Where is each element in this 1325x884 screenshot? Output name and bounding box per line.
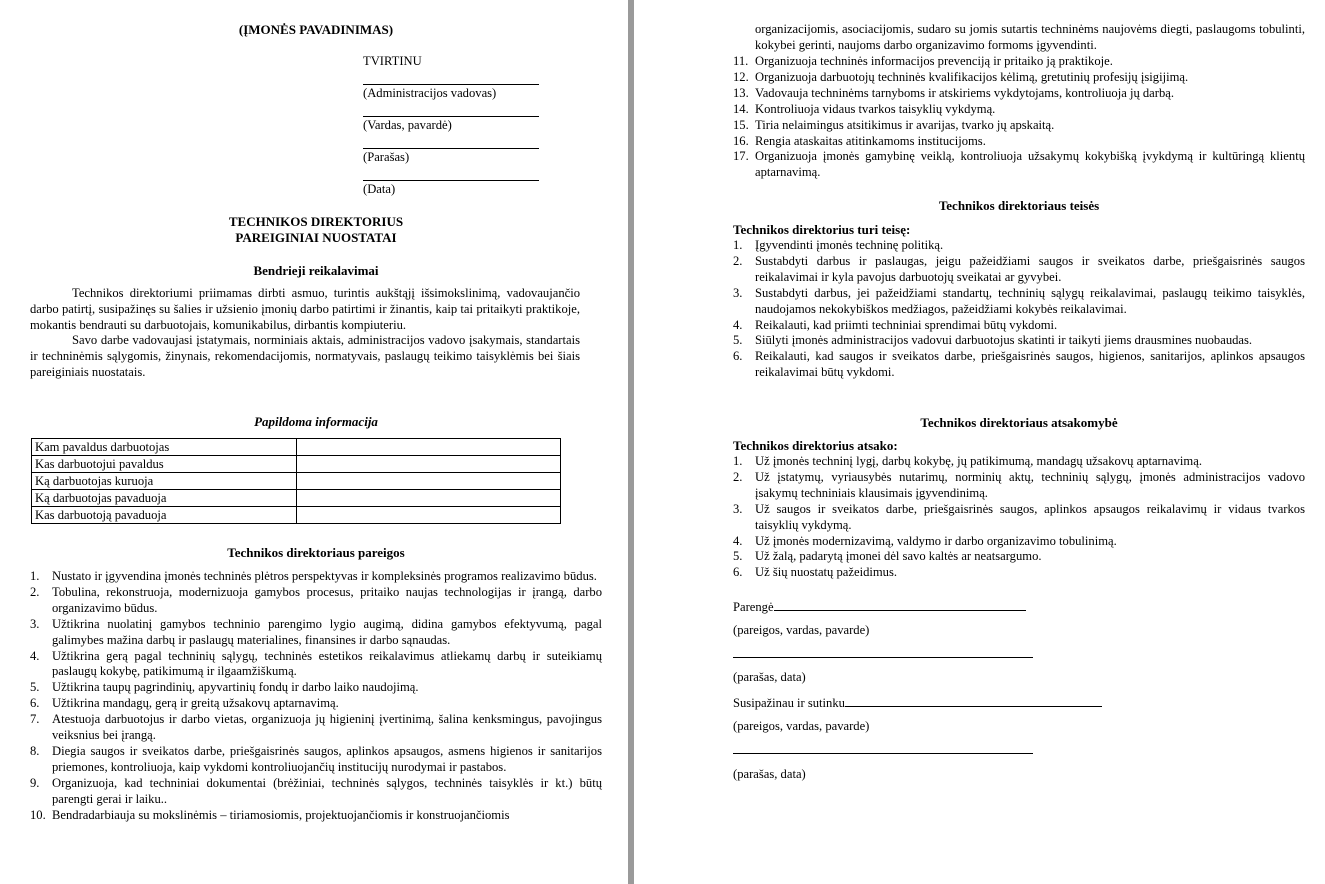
approval-field-label: (Administracijos vadovas)	[363, 86, 497, 100]
list-item-text: Už saugos ir sveikatos darbe, priešgaisrinės saugos, aplinkos apsaugos reikalavimų ir vidaus tvarkos taisyklių vykdymą.	[755, 501, 1305, 532]
signature-line	[733, 645, 1033, 658]
signature-line	[363, 69, 539, 85]
document-page-right	[634, 0, 1325, 884]
list-item-number: 2.	[30, 584, 40, 599]
document-title	[30, 214, 602, 246]
list-item-number: 9.	[30, 775, 40, 790]
list-item-text: Už žalą, padarytą įmonei dėl savo kaltės ar neatsargumo.	[755, 549, 1042, 564]
table-row	[32, 507, 561, 524]
rights-list	[733, 238, 1305, 381]
list-item-text: Įgyvendinti įmonės techninę politiką.	[755, 238, 944, 252]
list-item-number: 1.	[733, 454, 743, 468]
list-item	[30, 808, 602, 824]
list-item	[733, 549, 1305, 565]
list-item	[733, 333, 1305, 349]
list-item	[733, 134, 1305, 150]
list-item	[30, 617, 602, 649]
list-item-number: 1.	[30, 569, 40, 583]
duties-continuation	[755, 22, 1305, 54]
list-item	[733, 534, 1305, 550]
document-page-left	[0, 0, 628, 884]
list-item-number: 2.	[733, 253, 743, 268]
responsibility-list	[733, 454, 1305, 581]
list-item-text: Užtikrina gerą pagal techninių sąlygų, techninės estetikos reikalavimus atliekamų darbų ir suteikiamų paslaugų kokybę, patikimumą ir ilgaamžiškumą.	[52, 648, 602, 679]
approval-block	[363, 53, 539, 197]
title-line: TECHNIKOS DIREKTORIUS	[228, 214, 404, 229]
acknowledged-label: Susipažinau ir sutinku	[733, 696, 845, 710]
list-item-number: 5.	[30, 680, 40, 695]
approval-field-label: (Parašas)	[363, 150, 410, 164]
list-item-text: Reikalauti, kad priimti techniniai sprendimai būtų vykdomi.	[755, 317, 1058, 332]
table-cell-label: Kas darbuotoją pavaduoja	[32, 507, 297, 524]
approve-label: TVIRTINU	[363, 54, 422, 68]
list-item	[733, 286, 1305, 318]
list-item	[733, 70, 1305, 86]
list-item-text: Tiria nelaimingus atsitikimus ir avarijas, tvarko jų apskaitą.	[755, 117, 1055, 132]
list-item	[30, 744, 602, 776]
list-item-number: 7.	[30, 712, 40, 727]
table-cell-label: Kam pavaldus darbuotojas	[32, 439, 297, 456]
list-item-number: 15.	[733, 117, 749, 132]
list-item-number: 12.	[733, 69, 749, 84]
signature-line	[363, 165, 539, 181]
list-item	[733, 502, 1305, 534]
title-line: PAREIGINIAI NUOSTATAI	[235, 230, 397, 245]
section-heading-duties: Technikos direktoriaus pareigos	[227, 545, 405, 560]
company-name: (ĮMONĖS PAVADINIMAS)	[238, 22, 394, 37]
list-item-number: 4.	[733, 317, 743, 332]
list-item-text: Už įmonės techninį lygį, darbų kokybę, jų patikimumą, mandagų užsakovų aptarnavimą.	[755, 454, 1202, 468]
list-item	[30, 712, 602, 744]
list-item-text: Užtikrina taupų pagrindinių, apyvartinių fondų ir darbo laiko naudojimą.	[52, 680, 419, 695]
position-name-label: (pareigos, vardas, pavarde)	[733, 623, 870, 637]
list-item-number: 13.	[733, 85, 749, 100]
list-item-number: 2.	[733, 469, 743, 484]
list-item	[30, 649, 602, 681]
list-item-number: 3.	[30, 616, 40, 631]
signature-line	[845, 694, 1102, 707]
list-item-number: 5.	[733, 549, 743, 564]
list-item	[733, 454, 1305, 470]
list-item-number: 14.	[733, 101, 749, 116]
list-item	[30, 585, 602, 617]
signature-line	[774, 598, 1026, 611]
list-item	[733, 102, 1305, 118]
list-item-text: Nustato ir įgyvendina įmonės techninės plėtros perspektyvas ir kompleksinės programos realizavimo būdus.	[52, 569, 597, 583]
list-item-text: Siūlyti įmonės administracijos vadovui darbuotojus skatinti ir taikyti jiems drausmines nuobaudas.	[755, 333, 1253, 348]
signature-line	[363, 101, 539, 117]
table-row	[32, 439, 561, 456]
table-cell-value	[297, 473, 561, 490]
list-item-text: Už įmonės modernizavimą, valdymo ir darbo organizavimo tobulinimą.	[755, 533, 1117, 548]
list-item-number: 4.	[30, 648, 40, 663]
list-item-number: 17.	[733, 149, 749, 164]
table-cell-value	[297, 456, 561, 473]
list-item	[733, 254, 1305, 286]
list-item-text: Bendradarbiauja su mokslinėmis – tiriamosiomis, projektuojančiomis ir konstruojančiomis	[52, 807, 510, 822]
list-item-number: 8.	[30, 743, 40, 758]
general-requirements-text	[30, 286, 580, 381]
list-item-number: 4.	[733, 533, 743, 548]
section-heading-responsibility: Technikos direktoriaus atsakomybė	[920, 415, 1118, 430]
signature-row	[733, 741, 1033, 758]
list-item-number: 6.	[733, 349, 743, 364]
list-item-number: 6.	[733, 565, 743, 580]
section-heading-additional: Papildoma informacija	[254, 414, 378, 429]
sign-date-label: (parašas, data)	[733, 767, 806, 781]
prepared-row	[733, 598, 1026, 615]
rights-lead: Technikos direktorius turi teisę:	[733, 222, 911, 237]
approval-field-label: (Vardas, pavardė)	[363, 118, 452, 132]
list-item-text: Sustabdyti darbus, jei pažeidžiami standartų, techninių sąlygų reikalavimai, paslaugų teikimo taisyklės, naudojamos nekokybiškos medžiagos, pažeidžiami kokybės reikalavimai.	[755, 285, 1305, 316]
list-item	[30, 569, 602, 585]
signature-line	[733, 741, 1033, 754]
table-row	[32, 456, 561, 473]
list-item-text: Kontroliuoja vidaus tvarkos taisyklių vykdymą.	[755, 101, 996, 116]
position-name-label: (pareigos, vardas, pavarde)	[733, 719, 870, 733]
list-item	[733, 318, 1305, 334]
responsibility-lead: Technikos direktorius atsako:	[733, 438, 898, 453]
list-item-text: Už šių nuostatų pažeidimus.	[755, 565, 898, 580]
list-item-number: 5.	[733, 333, 743, 348]
signature-line	[363, 133, 539, 149]
paragraph: Technikos direktoriumi priimamas dirbti asmuo, turintis aukštąjį išsimokslinimą, vadovaujančio darbo patirtį, susipažinęs su šalies ir užsienio įmonių darbo patirtimi ir žinantis, kaip tai pritaikyti praktikoje, mokantis bendrauti su darbuotojais, komunikabilus, dirbantis kompiuteriu.	[30, 286, 580, 332]
list-item-text: Organizuoja įmonės gamybinę veiklą, kontroliuoja užsakymų kokybišką įvykdymą ir kultūringą klientų aptarnavimą.	[755, 149, 1305, 180]
table-cell-label: Ką darbuotojas kuruoja	[32, 473, 297, 490]
list-item-text: Užtikrina mandagų, gerą ir greitą užsakovų aptarnavimą.	[52, 696, 339, 711]
list-item	[733, 86, 1305, 102]
list-item-text: Diegia saugos ir sveikatos darbe, priešgaisrinės saugos, aplinkos apsaugos, asmens higienos ir sanitarijos priemones, kontroliuoja, kaip vykdomi kontroliuojančių institucijų nurodymai ir pastabos.	[52, 743, 602, 774]
list-item-text: Atestuoja darbuotojus ir darbo vietas, organizuoja jų higieninį įvertinimą, šalina kenksmingus, pavojingus veiksnius bei įrangą.	[52, 712, 602, 743]
table-cell-value	[297, 490, 561, 507]
list-item	[733, 54, 1305, 70]
list-item-text: Už įstatymų, vyriausybės nutarimų, norminių aktų, techninių sąlygų, įmonės administracijos vadovo įsakymų techniniais klausimais įgyvendinimą.	[755, 469, 1305, 500]
acknowledged-row	[733, 694, 1102, 711]
prepared-label: Parengė	[733, 600, 774, 614]
list-item-number: 11.	[733, 54, 749, 68]
list-item-text: Organizuoja darbuotojų techninės kvalifikacijos kėlimą, gretutinių profesijų įsigijimą.	[755, 69, 1189, 84]
list-item	[733, 118, 1305, 134]
list-item-text: Vadovauja techninėms tarnyboms ir atskiriems vykdytojams, kontroliuoja jų darbą.	[755, 85, 1175, 100]
list-item-text: Tobulina, rekonstruoja, modernizuoja gamybos procesus, pritaiko naujas technologijas ir įrangą, darbo organizavimo būdus.	[52, 584, 602, 615]
list-item-number: 6.	[30, 696, 40, 711]
list-item-number: 10.	[30, 807, 46, 822]
list-item	[30, 776, 602, 808]
list-item-text: Rengia ataskaitas atitinkamoms institucijoms.	[755, 133, 986, 148]
duties-list	[30, 569, 602, 824]
table-row	[32, 473, 561, 490]
table-row	[32, 490, 561, 507]
list-item	[733, 565, 1305, 581]
list-item-text: Sustabdyti darbus ir paslaugas, jeigu pažeidžiami saugos ir sveikatos darbe, priešgaisrinės saugos reikalavimai ir kyla pavojus darbuotojų sveikatai ar gyvybei.	[755, 253, 1305, 284]
list-item	[733, 149, 1305, 181]
list-item	[30, 680, 602, 696]
duties-list-continued	[733, 54, 1305, 181]
list-item-number: 1.	[733, 238, 743, 252]
list-item-text: Reikalauti, kad saugos ir sveikatos darbe, priešgaisrinės saugos, higienos, sanitarijos, aplinkos apsaugos reikalavimai būtų vykdomi.	[755, 349, 1305, 380]
list-item-text: Organizuoja techninės informacijos prevenciją ir pritaiko ją praktikoje.	[755, 54, 1113, 68]
list-item	[733, 349, 1305, 381]
list-item-number: 3.	[733, 501, 743, 516]
approval-field-label: (Data)	[363, 182, 396, 196]
list-item-number: 3.	[733, 285, 743, 300]
table-cell-value	[297, 507, 561, 524]
sign-date-label: (parašas, data)	[733, 670, 806, 684]
table-cell-label: Ką darbuotojas pavaduoja	[32, 490, 297, 507]
paragraph: organizacijomis, asociacijomis, sudaro su jomis sutartis techninėms naujovėms diegti, paslaugoms tobulinti, kokybei gerinti, naujoms darbo organizavimo formoms įgyvendinti.	[755, 22, 1305, 52]
list-item-text: Organizuoja, kad techniniai dokumentai (brėžiniai, techninės sąlygos, techninės taisyklės ir kt.) būtų parengti gerai ir laiku..	[52, 775, 602, 806]
list-item	[733, 238, 1305, 254]
section-heading-general: Bendrieji reikalavimai	[253, 263, 379, 278]
list-item-number: 16.	[733, 133, 749, 148]
table-cell-value	[297, 439, 561, 456]
table-cell-label: Kas darbuotojui pavaldus	[32, 456, 297, 473]
list-item-text: Užtikrina nuolatinį gamybos techninio parengimo lygio augimą, didina gamybos efektyvumą, pagal galimybes mažina darbų ir paslaugų materialines, finansines ir darbo sąnaudas.	[52, 616, 602, 647]
paragraph: Savo darbe vadovaujasi įstatymais, norminiais aktais, administracijos vadovo įsakymais, standartais ir techninėmis sąlygomis, žinynais, rekomendacijomis, normatyvais, paslaugų teikimo taisyklėmis bei šiais pareiginiais nuostatais.	[30, 333, 580, 379]
list-item	[30, 696, 602, 712]
additional-info-table	[31, 438, 561, 524]
signature-row	[733, 645, 1033, 662]
list-item	[733, 470, 1305, 502]
section-heading-rights: Technikos direktoriaus teisės	[938, 198, 1100, 213]
